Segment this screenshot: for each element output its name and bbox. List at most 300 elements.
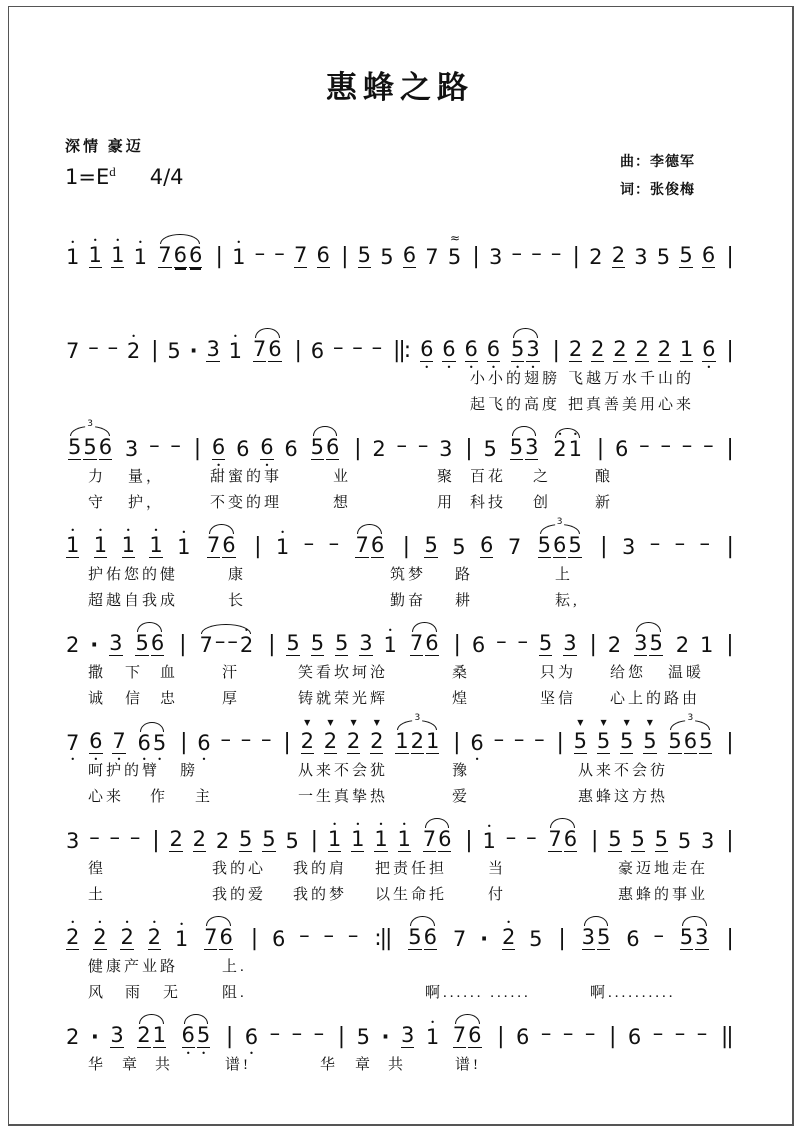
octave-dot: • [236,238,242,247]
glyph: 2 [215,829,230,853]
note [67,435,82,463]
duration-dash [584,1021,597,1051]
glyph: – [352,335,363,359]
time-signature: 4/4 [149,165,184,189]
note [285,631,300,659]
note [215,829,230,855]
barline [723,534,734,561]
octave-dot: • [378,820,384,829]
glyph: 2 [66,1025,80,1049]
lyric-segment: 从来不会彷 [578,763,669,779]
glyph: 5 [447,245,462,269]
note [452,927,467,953]
duration-dash [681,433,694,463]
note [92,918,107,953]
note [524,435,539,463]
note [284,829,299,855]
note [479,533,494,561]
barline [723,244,734,271]
glyph: – [299,923,310,947]
glyph: – [496,629,507,653]
lyric-segment: 爱 [452,789,471,805]
glyph: 6 [284,437,298,461]
lyric-segment: 惠蜂的事业 [618,887,709,903]
note [509,435,524,463]
lyric-segment: 当 [488,861,507,877]
duration-dash [332,335,345,365]
note [654,827,669,855]
glyph: 5 [286,631,300,655]
note [562,631,577,659]
glyph: 6 [211,435,226,459]
glyph: 5 [152,731,167,755]
lyric-segment: 甜蜜的事 [210,469,283,485]
glyph: | [453,730,459,755]
augmentation-dot [189,339,199,365]
note [607,633,622,659]
notation-row [65,419,735,470]
tuplet-group [394,713,440,757]
glyph: 6 [423,925,438,949]
glyph: – [531,241,542,265]
glyph: 5 [677,829,692,853]
glyph: | [465,436,471,461]
accent-mark: ▼ [577,718,584,727]
note [176,528,191,561]
glyph: 7 [206,533,221,557]
lyric-segment: 啊.......... [590,985,676,1001]
glyph: 1 [397,827,411,851]
slur-group [509,425,540,463]
note [65,526,80,561]
notation-row [65,909,735,953]
glyph: – [584,1021,596,1045]
duration-dash [649,531,662,561]
music-system-5 [65,615,735,711]
duration-dash [562,1021,575,1051]
lyric-segment: 勤奋 [390,593,427,609]
note [419,337,434,372]
duration-dash [493,727,506,757]
lyric-segment: 膀 [180,763,199,779]
slur-group [198,623,254,659]
glyph: – [220,727,231,751]
note [648,631,663,659]
octave-dot: • [232,332,238,341]
lyric-segment: 飞越万水千山的 [568,371,695,387]
duration-dash [328,531,341,561]
octave-dot: • [430,1018,435,1027]
glyph: 5 [285,829,299,853]
slur-group [137,721,168,764]
barline [553,730,564,757]
glyph: | [726,338,732,363]
glyph: – [328,531,340,555]
glyph: – [303,531,315,555]
duration-dash [517,629,530,659]
octave-dot: • [491,363,496,372]
glyph: ||: [392,338,410,363]
glyph: 5 [135,631,149,655]
glyph: | [354,436,360,461]
glyph: 3 [401,1023,415,1047]
duration-dash [396,433,409,463]
lyric-segment: 以生命托 [375,887,448,903]
duration-dash [273,241,286,271]
glyph: 3 [109,631,123,655]
lyric-segment: 路 [455,567,474,583]
notation-row [65,615,735,659]
music-system-6 [65,713,735,809]
note [409,631,424,659]
note [357,243,372,271]
key-accidental: d [109,164,116,179]
note [65,731,80,764]
duration-dash [550,241,563,271]
glyph: | [726,436,732,461]
note [300,718,315,757]
glyph: – [674,531,686,555]
octave-dot: • [97,918,103,927]
octave-dot: • [157,755,162,764]
note [422,827,437,855]
note [397,820,412,855]
glyph: | [556,730,562,755]
note [157,243,172,271]
glyph: 6 [271,927,286,951]
barline [450,730,461,757]
note [515,1025,530,1051]
octave-dot: • [153,526,159,535]
glyph: 5 [568,533,582,557]
note [346,718,361,757]
glyph: | [268,632,274,657]
glyph: – [371,335,383,359]
music-system-9 [65,1007,735,1077]
glyph: 3 [110,1023,124,1047]
glyph: – [513,727,525,751]
note [228,332,243,365]
barline [265,632,276,659]
accent-mark: ▼ [304,718,311,727]
octave-dot: • [137,238,143,247]
glyph: – [550,241,562,265]
music-system-3 [65,419,735,515]
note [612,337,627,365]
glyph: 1 [232,245,246,269]
octave-dot: • [332,820,337,829]
notation-row [65,321,735,372]
note [525,337,540,372]
glyph: 6 [316,243,330,267]
glyph: 5 [334,631,349,655]
accent-mark: ▼ [327,718,334,727]
lyric-segment: 信 [125,691,144,707]
octave-dot: • [151,918,157,927]
note [221,533,236,561]
barline [723,436,734,463]
octave-dot: • [387,626,393,635]
note [683,729,698,757]
octave-dot: • [557,430,563,439]
note [588,245,603,271]
barline [606,1024,617,1051]
glyph: 3 [695,925,709,949]
octave-dot: • [70,526,76,535]
glyph: 5 [608,827,622,851]
lyric-segment: 章 [355,1057,374,1073]
note [537,533,552,561]
note [205,337,220,365]
lyric-segment: 守 [88,495,107,511]
glyph: 1 [383,633,397,657]
glyph: – [696,1021,708,1045]
glyph: 5 [654,827,669,851]
note [621,535,636,561]
glyph: 2 [120,925,134,949]
glyph: 6 [471,633,486,657]
lyric-row-verse-1 [65,659,735,685]
glyph: 7 [204,925,218,949]
glyph: 7 [66,731,80,755]
lyric-segment: 护佑您的健 [88,567,179,583]
lyric-segment: 雨 [125,985,144,1001]
slur-group [633,621,664,659]
tuplet-label: 3 [687,713,694,723]
glyph: · [90,1025,99,1049]
glyph: :|| [374,926,391,951]
glyph: 2 [675,633,690,657]
barline [400,534,411,561]
octave-dot: • [93,755,99,764]
lyric-segment: 豫 [452,763,471,779]
octave-dot: • [244,626,249,635]
glyph: | [193,436,200,461]
glyph: – [274,241,285,265]
note [261,827,276,855]
note [323,718,338,757]
barline [149,828,160,855]
note [619,718,634,757]
duration-dash [148,433,161,463]
duration-dash [303,531,316,561]
glyph: 7 [452,927,467,951]
slur-group [679,915,710,953]
slur-group [422,817,453,855]
note [464,337,479,372]
glyph: 5 [408,925,422,949]
octave-dot: • [506,918,511,927]
lyric-segment: 创 [533,495,552,511]
octave-dot: • [468,363,474,372]
glyph: – [699,531,711,555]
key-prefix: 1=E [65,165,110,189]
glyph: 2 [635,337,649,361]
note [65,1025,80,1051]
duration-dash [674,1021,687,1051]
glyph: – [254,241,266,265]
glyph: 1 [679,337,694,361]
note [425,1018,440,1051]
glyph: 1 [351,827,365,851]
lyric-segment: 我的心 [212,861,267,877]
barline [177,730,188,757]
glyph: 6 [464,337,478,361]
note [611,243,626,271]
glyph: 3 [621,535,636,559]
note [334,631,349,659]
lyric-segment: 无 [163,985,182,1001]
note [111,729,126,764]
octave-dot: • [249,1049,254,1058]
slur-group [252,327,283,365]
duration-dash [652,923,665,953]
octave-dot: • [141,755,147,764]
duration-dash [533,727,546,757]
accent-mark: ▼ [623,718,630,727]
barline [462,436,473,463]
lyric-row-verse-1 [65,1051,735,1077]
duration-dash [351,335,364,365]
tempo-marking: 深情 豪迈 [65,139,144,155]
glyph: 7 [548,827,562,851]
note [701,337,716,372]
duration-dash [298,923,311,953]
note [310,631,325,659]
duration-dash [347,923,360,953]
glyph: – [517,629,528,653]
glyph: 2 [66,925,80,949]
lyric-segment: 百花 [470,469,507,485]
glyph: 5 [262,827,276,851]
glyph: 5 [597,925,611,949]
octave-dot: • [131,332,136,341]
barline [450,632,461,659]
note [325,435,340,463]
note [235,437,250,463]
octave-dot: • [70,238,76,247]
note [267,337,282,365]
slur-group [136,1013,167,1051]
note [501,918,516,953]
lyric-segment: 耘, [555,593,580,609]
glyph: | [472,244,478,269]
note [350,820,365,855]
glyph: – [511,241,523,265]
glyph: 1 [177,535,191,559]
note [471,633,486,659]
glyph: | [337,1024,344,1049]
glyph: | [558,926,564,951]
octave-dot: • [70,755,76,764]
note [121,526,136,561]
note [633,631,648,659]
note [675,633,690,659]
glyph: – [89,825,100,849]
glyph: 2 [568,337,583,361]
note [510,337,525,372]
note [252,337,267,365]
glyph: 5 [631,827,645,851]
glyph: | [310,828,317,853]
note [383,626,398,659]
augmentation-dot [89,633,99,659]
glyph: | [552,338,558,363]
glyph: 6 [188,243,203,267]
note [596,718,611,757]
note [93,526,108,561]
glyph: 2 [553,437,567,461]
note [573,718,588,757]
glyph: 5 [452,535,466,559]
glyph: | [402,534,409,559]
notation-row [65,227,735,271]
glyph: – [332,335,344,359]
duration-dash [88,825,101,855]
glyph: 6 [244,1025,259,1049]
glyph: 5 [167,339,181,363]
duration-dash [269,1021,282,1051]
glyph: 5 [310,631,325,655]
glyph: 2 [591,337,605,361]
glyph: · [189,339,198,363]
lyric-segment: 只为 [540,665,577,681]
glyph: 6 [516,1025,530,1049]
lyric-segment: 之 [533,469,552,485]
glyph: 7 [409,631,424,655]
duration-dash [659,433,672,463]
barline [550,338,561,365]
glyph: 6 [626,927,640,951]
glyph: | [726,828,732,853]
note [152,731,167,764]
glyph: | [215,244,221,269]
glyph: 3 [581,925,596,949]
lyric-row-verse-1 [65,365,735,391]
barline [191,436,202,463]
note [231,238,246,271]
note [174,920,189,953]
glyph: 3 [124,437,139,461]
barline [248,926,259,953]
note [698,729,713,757]
lyric-segment: 把真善美用心来 [568,397,695,413]
lyric-segment: 长 [228,593,247,609]
barline [390,338,412,365]
barline [223,1024,234,1051]
glyph: 1 [66,245,80,269]
note [310,435,325,463]
note [700,829,715,855]
lyric-segment: 温暖 [668,665,705,681]
lyric-segment: 共 [155,1057,174,1073]
note [538,631,553,659]
glyph: 5 [573,729,588,753]
notation-row [65,1007,735,1058]
lyric-row-verse-2 [65,587,735,613]
note [552,430,567,463]
lyric-segment: 上. [222,959,247,975]
note [452,1023,467,1051]
glyph: 2 [126,339,141,363]
lyric-segment: 康 [228,567,247,583]
glyph: 5 [620,729,634,753]
glyph: 1 [275,535,290,559]
glyph: 6 [552,533,567,557]
slur-group [552,427,583,463]
note [65,829,80,855]
music-system-4 [65,517,735,613]
